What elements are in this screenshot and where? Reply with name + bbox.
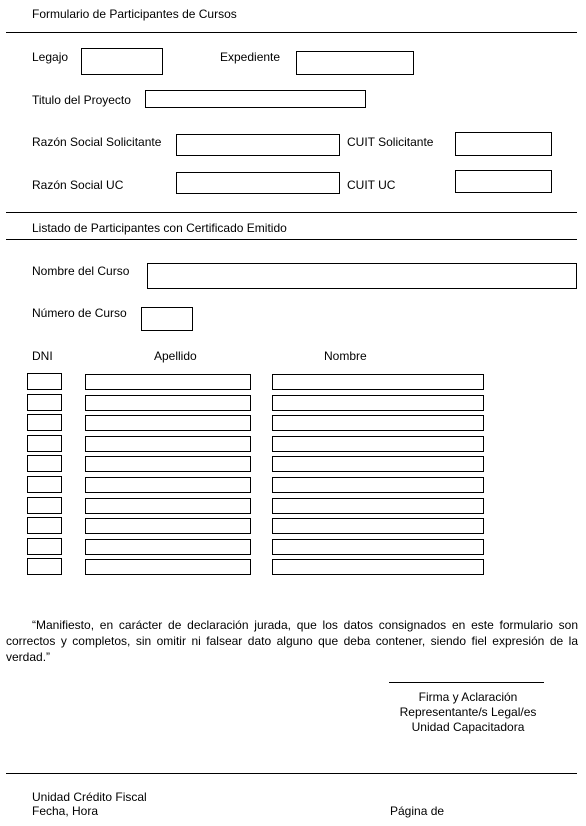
apellido-field[interactable] — [85, 559, 251, 575]
apellido-field[interactable] — [85, 498, 251, 514]
footer-datetime: Fecha, Hora — [32, 804, 99, 818]
dni-field[interactable] — [27, 517, 62, 534]
apellido-field[interactable] — [85, 477, 251, 493]
footer-unit: Unidad Crédito Fiscal — [32, 790, 147, 804]
signature-line-1: Firma y Aclaración — [418, 690, 518, 704]
apellido-field[interactable] — [85, 539, 251, 555]
dni-field[interactable] — [27, 497, 62, 514]
footer-page: Página de — [390, 804, 445, 818]
nombre-field[interactable] — [272, 518, 484, 534]
dni-field[interactable] — [27, 558, 62, 575]
cuit-uc-field[interactable] — [455, 170, 552, 193]
header-divider — [6, 32, 577, 33]
section-bottom-divider — [6, 239, 577, 240]
nombre-field[interactable] — [272, 395, 484, 411]
legajo-field[interactable] — [81, 48, 163, 75]
numero-curso-label: Número de Curso — [32, 306, 127, 320]
razon-social-uc-field[interactable] — [176, 172, 340, 194]
expediente-field[interactable] — [296, 51, 414, 75]
apellido-field[interactable] — [85, 456, 251, 472]
cuit-solicitante-label: CUIT Solicitante — [347, 135, 434, 149]
nombre-field[interactable] — [272, 498, 484, 514]
nombre-column-header: Nombre — [324, 349, 367, 363]
dni-field[interactable] — [27, 394, 62, 411]
nombre-curso-label: Nombre del Curso — [32, 264, 130, 278]
nombre-field[interactable] — [272, 559, 484, 575]
apellido-field[interactable] — [85, 374, 251, 390]
section-title: Listado de Participantes con Certificado Emitido — [32, 221, 287, 235]
razon-social-solicitante-field[interactable] — [176, 134, 340, 156]
titulo-proyecto-field[interactable] — [145, 90, 366, 108]
apellido-field[interactable] — [85, 436, 251, 452]
cuit-uc-label: CUIT UC — [347, 178, 396, 192]
dni-column-header: DNI — [32, 349, 53, 363]
nombre-field[interactable] — [272, 415, 484, 431]
signature-line — [389, 682, 544, 683]
cuit-solicitante-field[interactable] — [455, 132, 552, 156]
dni-field[interactable] — [27, 476, 62, 493]
nombre-field[interactable] — [272, 477, 484, 493]
form-title: Formulario de Participantes de Cursos — [32, 7, 237, 21]
numero-curso-field[interactable] — [141, 307, 193, 331]
dni-field[interactable] — [27, 538, 62, 555]
razon-social-solicitante-label: Razón Social Solicitante — [32, 135, 162, 149]
apellido-field[interactable] — [85, 395, 251, 411]
nombre-field[interactable] — [272, 539, 484, 555]
section-top-divider — [6, 212, 577, 213]
nombre-field[interactable] — [272, 456, 484, 472]
signature-line-3: Unidad Capacitadora — [411, 720, 525, 734]
nombre-field[interactable] — [272, 374, 484, 390]
dni-field[interactable] — [27, 373, 62, 390]
dni-field[interactable] — [27, 414, 62, 431]
nombre-curso-field[interactable] — [147, 263, 577, 289]
legajo-label: Legajo — [32, 50, 69, 64]
signature-line-2: Representante/s Legal/es — [399, 705, 537, 719]
dni-field[interactable] — [27, 455, 62, 472]
footer-divider — [6, 773, 577, 774]
signature-block — [390, 690, 546, 735]
titulo-proyecto-label: Titulo del Proyecto — [32, 93, 131, 107]
razon-social-uc-label: Razón Social UC — [32, 178, 124, 192]
dni-field[interactable] — [27, 435, 62, 452]
expediente-label: Expediente — [220, 50, 281, 64]
declaration-text: “Manifiesto, en carácter de declaración jurada, que los datos consignados en este formulario son correctos y completos, sin omitir ni falsear dato alguno que deba contener, siendo fiel expresión de la verdad.” — [6, 618, 578, 664]
apellido-field[interactable] — [85, 415, 251, 431]
nombre-field[interactable] — [272, 436, 484, 452]
apellido-field[interactable] — [85, 518, 251, 534]
apellido-column-header: Apellido — [154, 349, 197, 363]
